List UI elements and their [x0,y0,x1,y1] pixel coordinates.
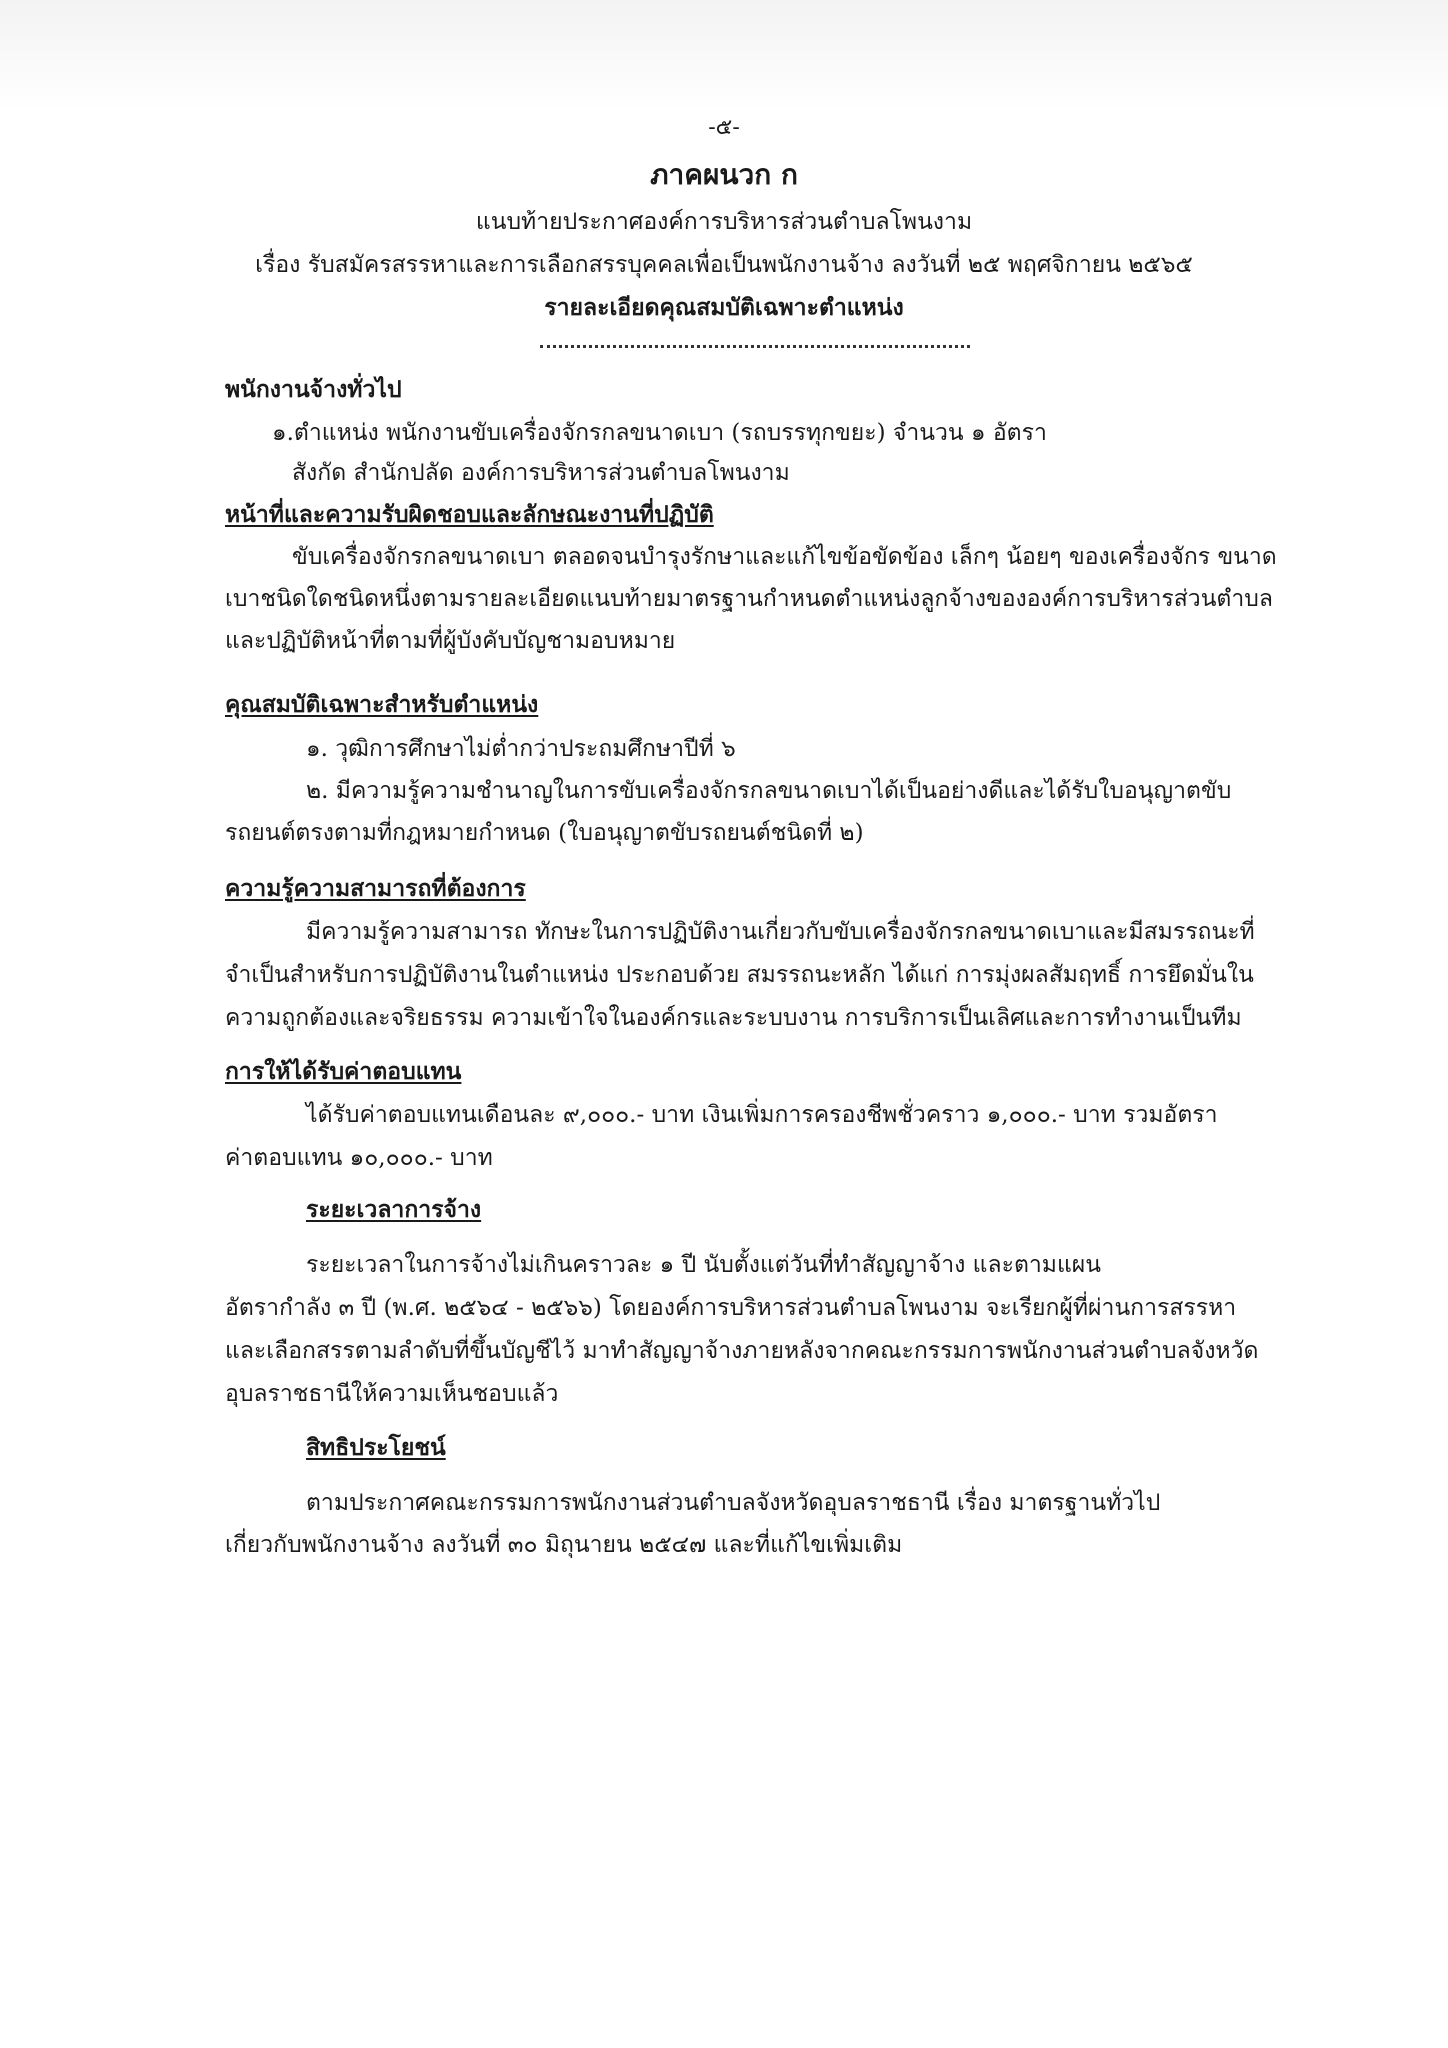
term-line-4: อุบลราชธานีให้ความเห็นชอบแล้ว [225,1381,559,1407]
skills-line-1: มีความรู้ความสามารถ ทักษะในการปฏิบัติงานเกี่ยวกับขับเครื่องจักรกลขนาดเบาและมีสมรรถนะที่ [306,919,1255,945]
term-heading: ระยะเวลาการจ้าง [306,1196,482,1223]
skills-line-2: จำเป็นสำหรับการปฏิบัติงานในตำแหน่ง ประกอบด้วย สมรรถนะหลัก ได้แก่ การมุ่งผลสัมฤทธิ์ การยึดมั่นใน [225,962,1254,988]
section-heading-general: พนักงานจ้างทั่วไป [225,376,402,403]
detail-title: รายละเอียดคุณสมบัติเฉพาะตำแหน่ง [544,294,904,321]
position-line: ๑.ตำแหน่ง พนักงานขับเครื่องจักรกลขนาดเบา (รถบรรทุกขยะ) จำนวน ๑ อัตรา [272,420,1047,446]
benefits-line-1: ตามประกาศคณะกรรมการพนักงานส่วนตำบลจังหวัดอุบลราชธานี เรื่อง มาตรฐานทั่วไป [306,1490,1161,1516]
qualification-item-1: ๑. วุฒิการศึกษาไม่ต่ำกว่าประถมศึกษาปีที่ ๖ [306,736,736,762]
skills-heading: ความรู้ความสามารถที่ต้องการ [225,875,526,902]
attach-line: แนบท้ายประกาศองค์การบริหารส่วนตำบลโพนงาม [475,209,973,235]
compensation-heading: การให้ได้รับค่าตอบแทน [225,1058,462,1085]
subject-line: เรื่อง รับสมัครสรรหาและการเลือกสรรบุคคลเพื่อเป็นพนักงานจ้าง ลงวันที่ ๒๕ พฤศจิกายน ๒๕๖๕ [255,252,1193,278]
qualification-item-2: ๒. มีความรู้ความชำนาญในการขับเครื่องจักรกลขนาดเบาได้เป็นอย่างดีและได้รับใบอนุญาตขับ [306,778,1232,804]
duties-line-2: เบาชนิดใดชนิดหนึ่งตามรายละเอียดแนบท้ายมาตรฐานกำหนดตำแหน่งลูกจ้างขององค์การบริหารส่วนตำบล [225,586,1273,612]
scan-shadow [0,0,1448,110]
term-line-3: และเลือกสรรตามลำดับที่ขึ้นบัญชีไว้ มาทำสัญญาจ้างภายหลังจากคณะกรรมการพนักงานส่วนตำบลจังหวัด [225,1338,1259,1364]
term-line-1: ระยะเวลาในการจ้างไม่เกินคราวละ ๑ ปี นับตั้งแต่วันที่ทำสัญญาจ้าง และตามแผน [306,1252,1101,1278]
duties-line-1: ขับเครื่องจักรกลขนาดเบา ตลอดจนบำรุงรักษาและแก้ไขข้อขัดข้อง เล็กๆ น้อยๆ ของเครื่องจักร ขนาด [292,544,1277,570]
duties-heading: หน้าที่และความรับผิดชอบและลักษณะงานที่ปฏิบัติ [225,501,714,528]
benefits-heading: สิทธิประโยชน์ [306,1434,446,1461]
skills-line-3: ความถูกต้องและจริยธรรม ความเข้าใจในองค์กรและระบบงาน การบริการเป็นเลิศและการทำงานเป็นทีม [225,1005,1242,1031]
compensation-line-1: ได้รับค่าตอบแทนเดือนละ ๙,๐๐๐.- บาท เงินเพิ่มการครองชีพชั่วคราว ๑,๐๐๐.- บาท รวมอัตรา [306,1102,1218,1128]
compensation-line-2: ค่าตอบแทน ๑๐,๐๐๐.- บาท [225,1145,493,1171]
annex-title: ภาคผนวก ก [650,158,798,191]
affiliation-line: สังกัด สำนักปลัด องค์การบริหารส่วนตำบลโพนงาม [292,460,790,486]
page-number: -๕- [708,115,740,140]
qualifications-heading: คุณสมบัติเฉพาะสำหรับตำแหน่ง [225,691,539,718]
term-line-2: อัตรากำลัง ๓ ปี (พ.ศ. ๒๕๖๔ - ๒๕๖๖) โดยองค์การบริหารส่วนตำบลโพนงาม จะเรียกผู้ที่ผ่านการสรรหา [225,1295,1237,1321]
qualification-item-2-cont: รถยนต์ตรงตามที่กฎหมายกำหนด (ใบอนุญาตขับรถยนต์ชนิดที่ ๒) [225,820,864,846]
benefits-line-2: เกี่ยวกับพนักงานจ้าง ลงวันที่ ๓๐ มิถุนายน ๒๕๔๗ และที่แก้ไขเพิ่มเติม [225,1532,903,1558]
duties-line-3: และปฏิบัติหน้าที่ตามที่ผู้บังคับบัญชามอบหมาย [225,628,676,654]
dotted-separator [540,345,970,348]
